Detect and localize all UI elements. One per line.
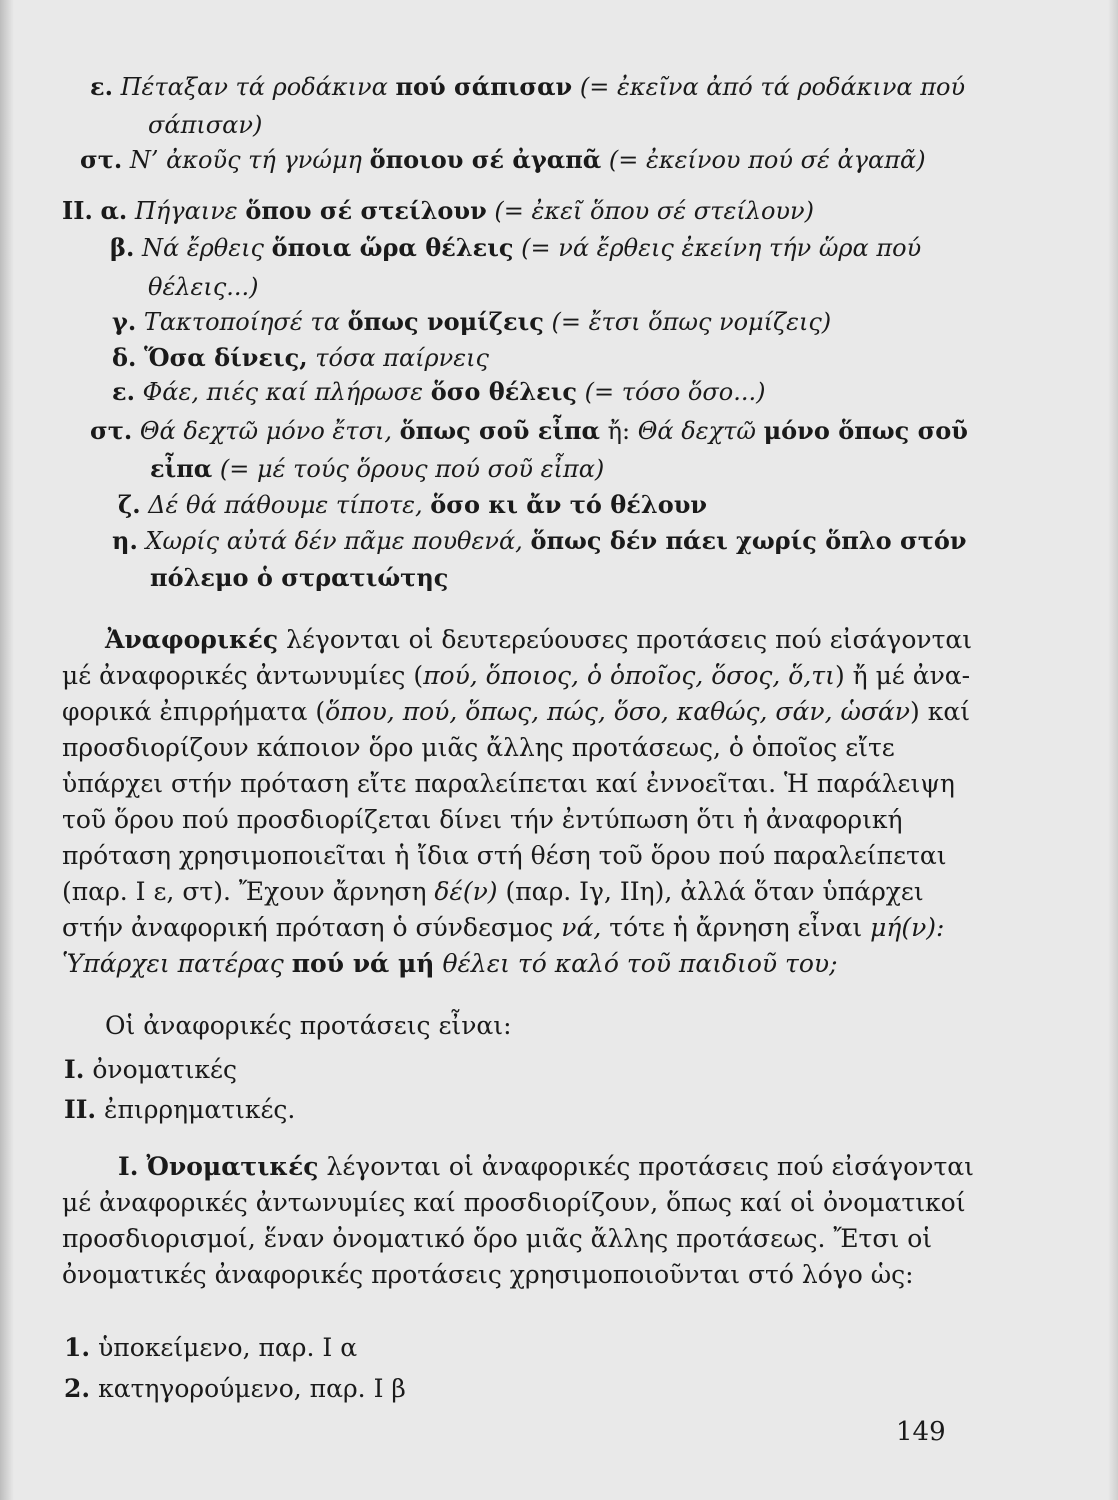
example-II-st: στ. Θά δεχτῶ μόνο ἔτσι, ὅπως σοῦ εἶπα ἤ: Θά δεχτῶ μόνο ὅπως σοῦ xyxy=(90,416,968,445)
para1-line9: στήν ἀναφορική πρόταση ὁ σύνδεσμος νά, τότε ἡ ἄρνηση εἶναι μή(ν): xyxy=(62,913,945,942)
para1-line2: μέ ἀναφορικές ἀντωνυμίες (πού, ὅποιος, ὁ ὁποῖος, ὅσος, ὅ,τι) ἤ μέ ἀνα- xyxy=(62,661,971,690)
para1-line5: ὑπάρχει στήν πρόταση εἴτε παραλείπεται καί ἐννοεῖται. Ἡ παράλειψη xyxy=(62,769,955,798)
page-left-edge-shadow xyxy=(0,0,14,1500)
example-II-h: η. Χωρίς αὐτά δέν πᾶμε πουθενά, ὅπως δέν πάει χωρίς ὅπλο στόν xyxy=(112,526,967,555)
para1-line7: πρόταση χρησιμοποιεῖται ἡ ἴδια στή θέση τοῦ ὅρου πού παραλείπεται xyxy=(62,841,947,870)
para1-line1: Ἀναφορικές λέγονται οἱ δευτερεύουσες προτάσεις πού εἰσάγονται xyxy=(105,625,973,654)
term-anaphorikes: Ἀναφορικές xyxy=(105,625,279,654)
term-onomatikes: Ὀνοματικές xyxy=(146,1152,319,1181)
example-II-d: δ. Ὅσα δίνεις, τόσα παίρνεις xyxy=(112,343,489,372)
para2-line2: μέ ἀναφορικές ἀντωνυμίες καί προσδιορίζουν, ὅπως καί οἱ ὀνοματικοί xyxy=(62,1188,966,1217)
para2-line1: I. Ὀνοματικές λέγονται οἱ ἀναφορικές προτάσεις πού εἰσάγονται xyxy=(118,1152,974,1181)
example-II-b-continuation: θέλεις...) xyxy=(148,273,259,301)
example-label: ε. xyxy=(90,72,113,101)
example-II-b: β. Νά ἔρθεις ὅποια ὥρα θέλεις (= νά ἔρθεις ἐκείνη τήν ὥρα πού xyxy=(110,233,922,262)
example-II-st-continuation: εἶπα (= μέ τούς ὅρους πού σοῦ εἶπα) xyxy=(150,454,605,483)
para1-line3: φορικά ἐπιρρήματα (ὅπου, πού, ὅπως, πώς, ὅσο, καθώς, σάν, ὡσάν) καί xyxy=(62,697,971,726)
example-II-g: γ. Τακτοποίησέ τα ὅπως νομίζεις (= ἔτσι ὅπως νομίζεις) xyxy=(112,307,832,336)
para2-line3: προσδιορισμοί, ἕναν ὀνοματικό ὅρο μιᾶς ἄλλης προτάσεως. Ἔτσι οἱ xyxy=(62,1224,933,1253)
use-item-2: 2. κατηγορούμενο, παρ. Ι β xyxy=(64,1374,406,1403)
types-intro: Οἱ ἀναφορικές προτάσεις εἶναι: xyxy=(105,1011,512,1040)
example-st1: στ. Ν’ ἀκοῦς τή γνώμη ὅποιου σέ ἀγαπᾶ (= ἐκείνου πού σέ ἀγαπᾶ) xyxy=(80,145,926,174)
page-number: 149 xyxy=(896,1417,946,1447)
roman-numeral: II. xyxy=(62,196,93,225)
example-e1-continuation: σάπισαν) xyxy=(148,111,263,139)
page-right-edge-shadow xyxy=(1108,0,1118,1500)
example-II-h-continuation: πόλεμο ὁ στρατιώτης xyxy=(150,563,449,592)
para1-line10: Ὑπάρχει πατέρας πού νά μή θέλει τό καλό τοῦ παιδιοῦ του; xyxy=(62,949,838,978)
type-II: II. ἐπιρρηματικές. xyxy=(64,1095,296,1124)
example-II-e: ε. Φάε, πιές καί πλήρωσε ὅσο θέλεις (= τόσο ὅσο...) xyxy=(112,377,766,406)
use-item-1: 1. ὑποκείμενο, παρ. Ι α xyxy=(64,1333,358,1362)
example-II-a: II. α. Πήγαινε ὅπου σέ στείλουν (= ἐκεῖ ὅπου σέ στείλουν) xyxy=(62,196,814,225)
para1-line4: προσδιορίζουν κάποιον ὅρο μιᾶς ἄλλης προτάσεως, ὁ ὁποῖος εἴτε xyxy=(62,733,895,762)
para1-line6: τοῦ ὅρου πού προσδιορίζεται δίνει τήν ἐντύπωση ὅτι ἡ ἀναφορική xyxy=(62,805,903,834)
type-I: I. ὀνοματικές xyxy=(64,1055,238,1084)
para2-line4: ὀνοματικές ἀναφορικές προτάσεις χρησιμοποιοῦνται στό λόγο ὡς: xyxy=(62,1260,914,1289)
para1-line8: (παρ. Ι ε, στ). Ἔχουν ἄρνηση δέ(ν) (παρ. Ιγ, ΙΙη), ἀλλά ὅταν ὑπάρχει xyxy=(62,877,924,906)
example-e1: ε. Πέταξαν τά ροδάκινα πού σάπισαν (= ἐκεῖνα ἀπό τά ροδάκινα πού xyxy=(90,72,966,101)
example-II-z: ζ. Δέ θά πάθουμε τίποτε, ὅσο κι ἄν τό θέλουν xyxy=(118,490,708,519)
